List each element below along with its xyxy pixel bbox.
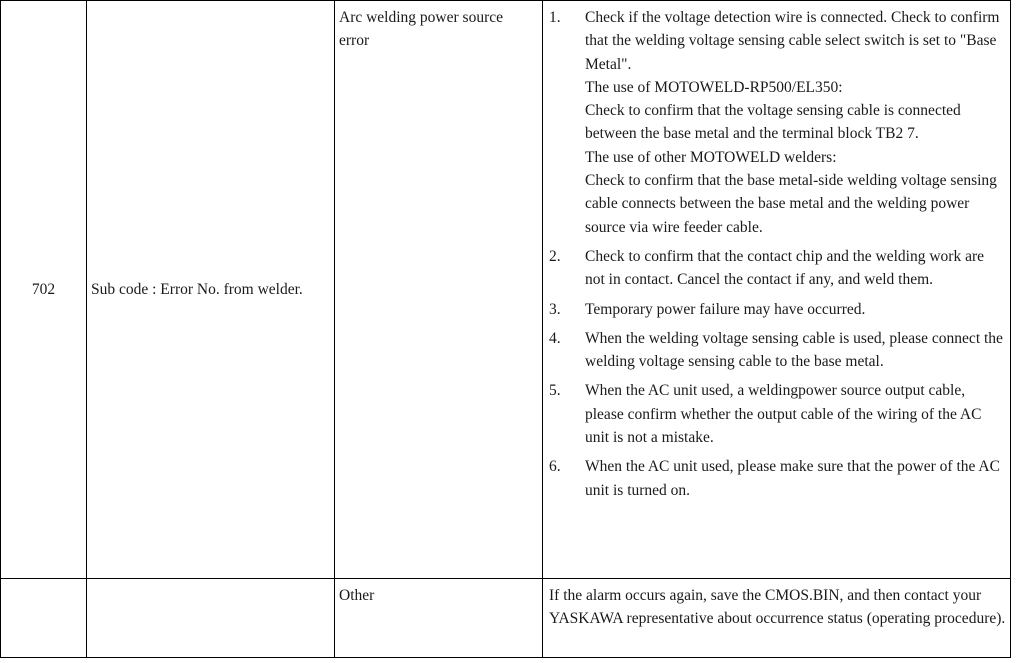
step-text	[585, 6, 1006, 239]
step-line: Temporary power failure may have occurred.	[585, 300, 866, 318]
step-number: 1.	[549, 9, 561, 26]
table-row	[1, 1, 1011, 579]
remedy-step	[549, 327, 1006, 374]
remedy-step	[549, 245, 1006, 292]
step-line: Check to confirm that the voltage sensing cable is connected between the base metal and the terminal block TB2 7.	[585, 102, 961, 143]
cause-cell: Arc welding power source error	[335, 1, 543, 579]
step-line: Check to confirm that the base metal-side welding voltage sensing cable connects between the base metal and the welding power source via wire feeder cable.	[585, 172, 997, 236]
step-text	[585, 327, 1006, 374]
remedy-step	[549, 379, 1006, 449]
step-text	[585, 298, 1006, 321]
step-number: 4.	[549, 329, 561, 347]
alarm-code-cell: 702	[1, 1, 87, 579]
remedy-step	[549, 6, 1006, 239]
step-line: Check if the voltage detection wire is connected. Check to confirm that the welding voltage sensing cable select switch is set to "Base Metal".	[585, 9, 1000, 73]
step-line: The use of other MOTOWELD welders:	[585, 148, 837, 166]
remedy-cell: If the alarm occurs again, save the CMOS.BIN, and then contact your YASKAWA representative about occurrence status (operating procedure).	[543, 579, 1011, 658]
remedy-step	[549, 455, 1006, 502]
step-text	[585, 455, 1006, 502]
step-number: 2.	[549, 247, 561, 265]
cause-cell: Other	[335, 579, 543, 658]
step-number: 5.	[549, 382, 561, 400]
step-number: 3.	[549, 300, 561, 318]
subcode-cell	[87, 579, 335, 658]
step-line: When the AC unit used, please make sure that the power of the AC unit is turned on.	[585, 458, 1000, 499]
step-text	[585, 379, 1006, 449]
step-line: When the AC unit used, a weldingpower source output cable, please confirm whether the output cable of the wiring of the AC unit is not a mistake.	[585, 382, 982, 447]
subcode-cell: Sub code : Error No. from welder.	[87, 1, 335, 579]
step-line: Check to confirm that the contact chip and the welding work are not in contact. Cancel the contact if any, and weld them.	[585, 247, 984, 289]
table-row	[1, 579, 1011, 658]
step-line: The use of MOTOWELD-RP500/EL350:	[585, 78, 843, 96]
remedy-step	[549, 298, 1006, 321]
alarm-code-cell	[1, 579, 87, 658]
step-text	[585, 245, 1006, 292]
remedy-steps-list	[549, 6, 1006, 502]
remedy-cell	[543, 1, 1011, 579]
step-line: When the welding voltage sensing cable is used, please connect the welding voltage sensing cable to the base metal.	[585, 329, 1003, 371]
step-number: 6.	[549, 458, 561, 476]
